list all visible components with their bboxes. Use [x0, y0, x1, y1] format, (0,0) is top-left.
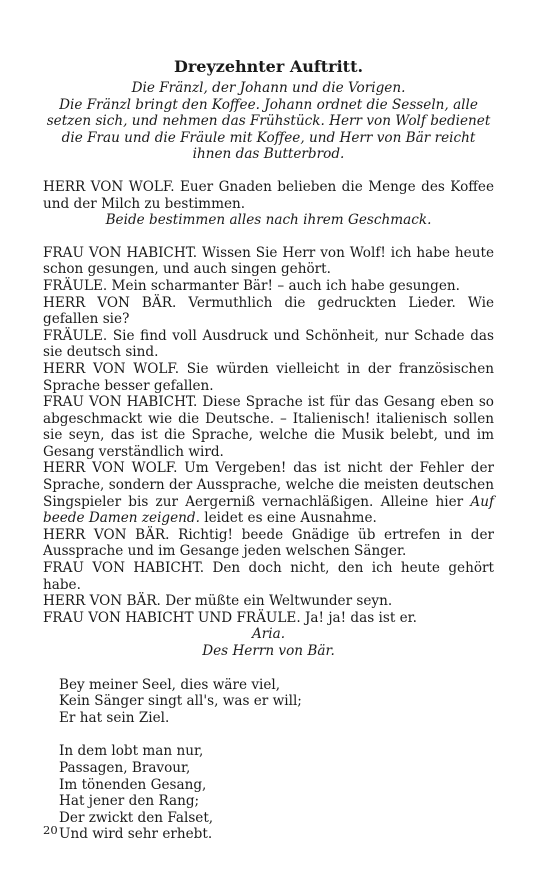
speech-baer-2: HERR VON BÄR. Richtig! beede Gnädige üb ertrefen in der Aussprache und im Gesange jeden welschen Sänger.	[43, 526, 494, 560]
speech-baer-1: HERR VON BÄR. Vermuthlich die gedruckten Lieder. Wie gefallen sie?	[43, 294, 494, 328]
speech-wolf-2: HERR VON WOLF. Sie würden vielleicht in der französischen Sprache besser gefallen.	[43, 360, 494, 394]
speech-fraeule-2: FRÄULE. Sie find voll Ausdruck und Schönheit, nur Schade das sie deutsch sind.	[43, 327, 494, 361]
verse-line: Bey meiner Seel, dies wäre viel,	[59, 676, 281, 693]
speech-wolf-3-after: leidet es eine Ausnahme.	[199, 510, 377, 527]
stage-direction-characters: Die Fränzl, der Johann und die Vorigen.	[131, 80, 406, 96]
spacer	[43, 660, 494, 677]
verse-stanza-1	[43, 677, 494, 727]
page-body	[43, 57, 494, 843]
verse-line: Passagen, Bravour,	[59, 759, 191, 776]
stage-direction-intro: Die Fränzl bringt den Koffee. Johann ordnet die Sesseln, alle setzen sich, und nehmen das Frühstück. Herr von Wolf bedienet die Frau und die Fräule mit Koffee, und Herr von Bär reicht ihnen das Butterbrod.	[46, 96, 491, 163]
spacer	[43, 163, 494, 179]
verse-line: Kein Sänger singt all's, was er will;	[59, 693, 302, 710]
speech-wolf-3-before: HERR VON WOLF. Um Vergeben! das ist nicht der Fehler der Sprache, sondern der Aussprache, welche die meisten deutschen Singspieler bis zur Aergerniß vernachläßigen. Alleine hier	[43, 460, 494, 510]
verse-line: Im tönenden Gesang,	[59, 776, 207, 793]
spacer	[43, 726, 494, 743]
inline-stage-direction: Auf beede Damen zeigend.	[43, 493, 494, 527]
spacer	[43, 229, 494, 245]
stage-direction-2: Beide bestimmen alles nach ihrem Geschmack.	[105, 212, 432, 229]
verse-line: Und wird sehr erhebt.	[59, 826, 213, 843]
verse-line: Hat jener den Rang;	[59, 793, 200, 810]
verse-line: Der zwickt den Falset,	[59, 809, 214, 826]
speech-habicht-1: FRAU VON HABICHT. Wissen Sie Herr von Wolf! ich habe heute schon gesungen, und auch singen gehört.	[43, 244, 494, 278]
speech-baer-3: HERR VON BÄR. Der müßte ein Weltwunder seyn.	[43, 593, 393, 610]
aria-heading: Aria.	[251, 626, 286, 643]
speech-habicht-fraeule: FRAU VON HABICHT UND FRÄULE. Ja! ja! das ist er.	[43, 609, 417, 626]
speech-habicht-3: FRAU VON HABICHT. Den doch nicht, den ich heute gehört habe.	[43, 560, 494, 593]
scene-title: Dreyzehnter Auftritt.	[173, 57, 364, 76]
speech-habicht-2: FRAU VON HABICHT. Diese Sprache ist für das Gesang eben so abgeschmackt wie die Deutsche. – Italienisch! italienisch sollen sie seyn, das ist die Sprache, welche die Musik belebt, und im Gesang verständlich wird.	[43, 394, 494, 460]
verse-line: Er hat sein Ziel.	[59, 709, 170, 726]
speech-wolf-1: HERR VON WOLF. Euer Gnaden belieben die Menge des Koffee und der Milch zu bestimmen.	[43, 178, 494, 212]
verse-line: In dem lobt man nur,	[59, 743, 204, 760]
verse-stanza-2	[43, 743, 494, 843]
speech-fraeule-1: FRÄULE. Mein scharmanter Bär! – auch ich habe gesungen.	[43, 277, 461, 294]
speech-wolf-3	[43, 460, 494, 526]
page-number: 20	[43, 823, 58, 837]
aria-singer: Des Herrn von Bär.	[202, 643, 335, 659]
